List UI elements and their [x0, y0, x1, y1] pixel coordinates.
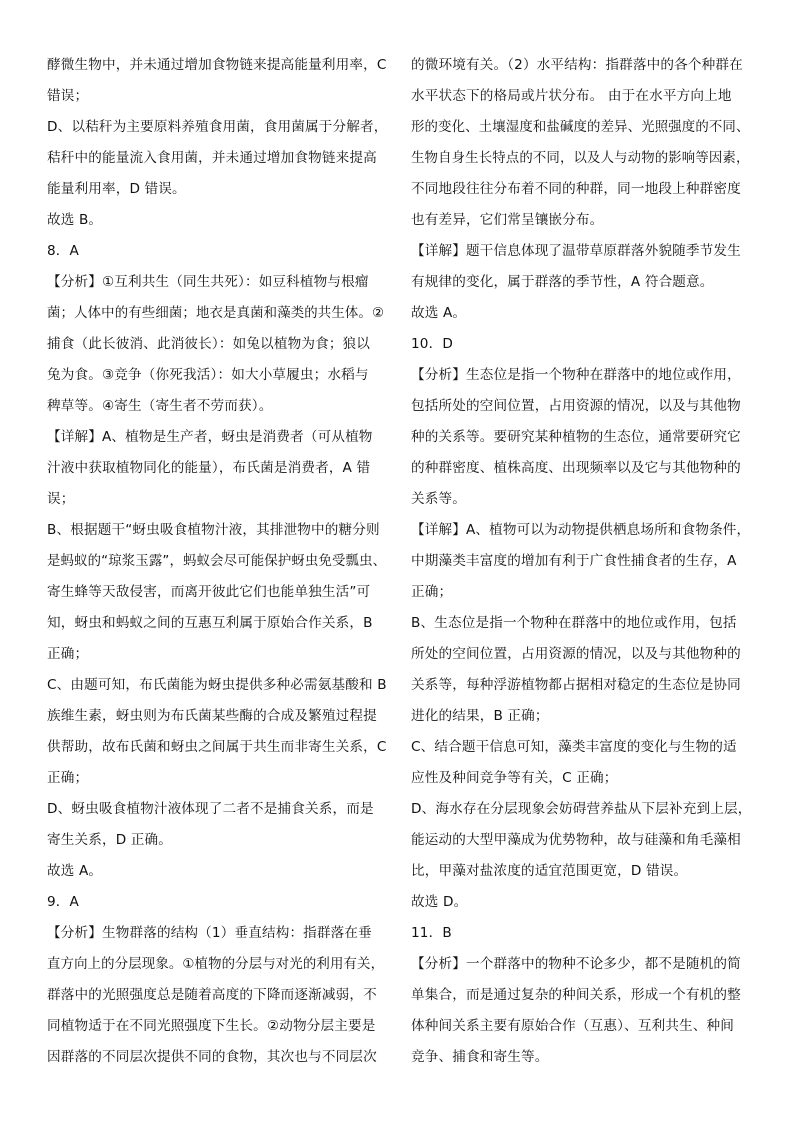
text-line: 正确；: [411, 584, 453, 600]
text-line: 故选 A。: [411, 305, 467, 321]
text-line: 群落中的光照强度总是随着高度的下降而逐渐减弱，不: [47, 987, 377, 1003]
text-line: 正确；: [47, 646, 89, 662]
text-line: 故选 B。: [47, 212, 103, 228]
text-line: 故选 D。: [411, 894, 468, 910]
text-line: C、结合题干信息可知，藻类丰富度的变化与生物的适: [411, 739, 737, 755]
text-line: 的种群密度、植株高度、出现频率以及它与其他物种的: [411, 460, 741, 476]
text-line: 错误；: [47, 88, 89, 104]
text-line: 9．A: [47, 894, 79, 910]
text-line: 包括所处的空间位置，占用资源的情况，以及与其他物: [411, 398, 741, 414]
text-line: 稗草等。④寄生（寄生者不劳而获）。: [47, 398, 273, 414]
text-line: 【分析】①互利共生（同生共死）：如豆科植物与根瘤: [47, 274, 369, 290]
left-column: [47, 50, 387, 1073]
text-line: 捕食（此长彼消、此消彼长）：如兔以植物为食；狼以: [47, 336, 371, 352]
text-line: 【详解】A、植物可以为动物提供栖息场所和食物条件，: [411, 522, 751, 538]
text-line: 【分析】一个群落中的物种不论多少，都不是随机的简: [411, 956, 741, 972]
text-line: 酵微生物中，并未通过增加食物链来提高能量利用率，C: [47, 57, 387, 73]
right-column: [411, 50, 751, 1073]
text-line: 是蚂蚁的“琼浆玉露”，蚂蚁会尽可能保护蚜虫免受瓢虫、: [47, 554, 387, 569]
text-line: 族维生素，蚜虫则为布氏菌某些酶的合成及繁殖过程提: [47, 708, 377, 724]
text-line: 中期藻类丰富度的增加有利于广食性捕食者的生存，A: [411, 553, 737, 569]
text-line: 形的变化、土壤湿度和盐碱度的差异、光照强度的不同、: [411, 120, 750, 135]
text-line: 误；: [47, 491, 75, 507]
text-line: 8．A: [47, 243, 79, 259]
text-line: 关系等，每种浮游植物都占据相对稳定的生态位是协同: [411, 677, 741, 693]
text-line: D、以秸秆为主要原料养殖食用菌，食用菌属于分解者，: [47, 119, 388, 135]
text-line: 所处的空间位置，占用资源的情况，以及与其他物种的: [411, 646, 741, 662]
text-line: 种的关系等。要研究某种植物的生态位，通常要研究它: [411, 429, 741, 445]
text-line: 能量利用率，D 错误。: [47, 181, 186, 197]
text-line: 有规律的变化，属于群落的季节性，A 符合题意。: [411, 274, 714, 290]
text-line: 因群落的不同层次提供不同的食物，其次也与不同层次: [47, 1049, 377, 1065]
text-line: 生物自身生长特点的不同，以及人与动物的影响等因素，: [411, 151, 750, 166]
text-line: C、由题可知，布氏菌能为蚜虫提供多种必需氨基酸和 B: [47, 677, 387, 693]
text-line: 关系等。: [411, 491, 466, 507]
text-line: D、海水存在分层现象会妨碍营养盐从下层补充到上层，: [411, 801, 752, 817]
text-line: B、根据题干“蚜虫吸食植物汁液，其排泄物中的糖分则: [47, 522, 380, 538]
text-line: 直方向上的分层现象。①植物的分层与对光的利用有关，: [47, 957, 385, 972]
text-line: 竞争、捕食和寄生等。: [411, 1049, 549, 1065]
text-line: 兔为食。③竞争（你死我活）：如大小草履虫；水稻与: [47, 367, 369, 383]
text-line: 【分析】生物群落的结构（1）垂直结构：指群落在垂: [47, 925, 372, 941]
text-line: 11．B: [411, 925, 452, 941]
text-line: 体种间关系主要有原始合作（互惠）、互利共生、种间: [411, 1018, 735, 1034]
text-line: 寄生蜂等天敌侵害，而离开彼此它们也能单独生活”可: [47, 584, 371, 600]
text-line: 正确；: [47, 770, 89, 786]
text-line: 10．D: [411, 336, 453, 352]
text-line: B、生态位是指一个物种在群落中的地位或作用，包括: [411, 615, 737, 631]
text-line: 能运动的大型甲藻成为优势物种，故与硅藻和角毛藻相: [411, 832, 741, 848]
text-line: 单集合，而是通过复杂的种间关系，形成一个有机的整: [411, 987, 741, 1003]
text-line: 同植物适于在不同光照强度下生长。②动物分层主要是: [47, 1018, 376, 1034]
text-line: 进化的结果，B 正确；: [411, 708, 549, 724]
text-line: 故选 A。: [47, 863, 103, 879]
text-line: 【详解】A、植物是生产者，蚜虫是消费者（可从植物: [47, 429, 373, 445]
text-line: 不同地段往往分布着不同的种群，同一地段上种群密度: [411, 181, 741, 197]
text-line: 菌；人体中的有些细菌；地衣是真菌和藻类的共生体。②: [47, 306, 385, 321]
text-line: 知，蚜虫和蚂蚁之间的互惠互利属于原始合作关系，B: [47, 615, 373, 631]
text-line: D、蚜虫吸食植物汁液体现了二者不是捕食关系，而是: [47, 801, 374, 817]
text-line: 【分析】生态位是指一个物种在群落中的地位或作用，: [411, 367, 741, 383]
text-line: 寄生关系，D 正确。: [47, 832, 173, 848]
text-line: 【详解】题干信息体现了温带草原群落外貌随季节发生: [411, 243, 741, 259]
text-line: 秸秆中的能量流入食用菌，并未通过增加食物链来提高: [47, 150, 377, 166]
text-line: 供帮助，故布氏菌和蚜虫之间属于共生而非寄生关系，C: [47, 739, 387, 755]
text-line: 比，甲藻对盐浓度的适宜范围更宽，D 错误。: [411, 863, 688, 879]
text-line: 汁液中获取植物同化的能量），布氏菌是消费者，A 错: [47, 460, 371, 476]
text-line: 也有差异，它们常呈镶嵌分布。: [411, 212, 604, 228]
text-line: 的微环境有关。（2）水平结构：指群落中的各个种群在: [411, 57, 743, 73]
text-line: 应性及种间竞争等有关，C 正确；: [411, 770, 618, 786]
text-line: 水平状态下的格局或片状分布。 由于在水平方向上地: [411, 88, 732, 104]
